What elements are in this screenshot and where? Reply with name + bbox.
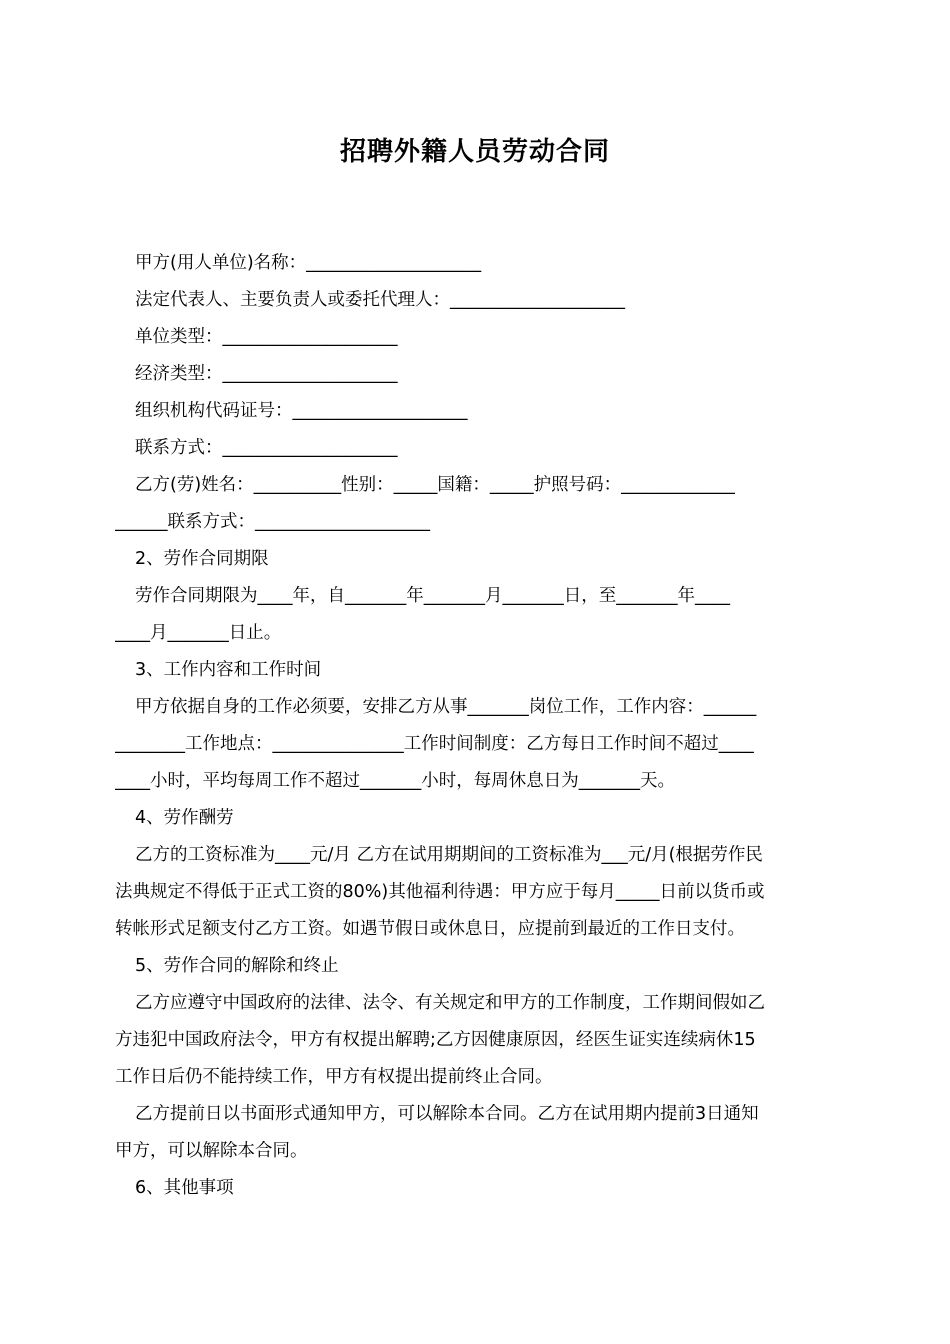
- paragraph-line: 乙方应遵守中国政府的法律、法令、有关规定和甲方的工作制度，工作期间假如乙: [135, 993, 765, 1013]
- paragraph-line: ____小时，平均每周工作不超过_______小时，每周休息日为_______天。: [115, 771, 675, 791]
- economic-type-line: 经济类型：____________________: [135, 364, 398, 384]
- paragraph-line: 工作日后仍不能持续工作，甲方有权提出提前终止合同。: [115, 1067, 553, 1087]
- section-heading: 2、劳作合同期限: [135, 549, 269, 569]
- paragraph-line: 甲方依据自身的工作必须要，安排乙方从事_______岗位工作，工作内容：______: [135, 697, 757, 717]
- section-heading: 6、其他事项: [135, 1178, 234, 1198]
- paragraph-line: 甲方，可以解除本合同。: [115, 1141, 308, 1161]
- paragraph-line: 法典规定不得低于正式工资的80%)其他福利待遇：甲方应于每月_____日前以货币或: [115, 882, 765, 902]
- document-body: [115, 245, 837, 1207]
- paragraph-line: ________工作地点：_______________工作时间制度：乙方每日工作时间不超过____: [115, 734, 754, 754]
- section-heading: 5、劳作合同的解除和终止: [135, 956, 339, 976]
- paragraph-line: 转帐形式足额支付乙方工资。如遇节假日或休息日，应提前到最近的工作日支付。: [115, 919, 745, 939]
- legal-representative-line: 法定代表人、主要负责人或委托代理人：____________________: [135, 290, 625, 310]
- party-b-info-line: 乙方(劳)姓名：__________性别：_____国籍：_____护照号码：_____________: [135, 475, 735, 495]
- paragraph-line: 方违犯中国政府法令，甲方有权提出解聘;乙方因健康原因，经医生证实连续病休15: [115, 1030, 756, 1050]
- paragraph-line: 乙方提前日以书面形式通知甲方，可以解除本合同。乙方在试用期内提前3日通知: [135, 1104, 759, 1124]
- unit-type-line: 单位类型：____________________: [135, 327, 398, 347]
- paragraph-line: ____月_______日止。: [115, 623, 282, 643]
- section-heading: 4、劳作酬劳: [135, 808, 234, 828]
- party-a-name-line: 甲方(用人单位)名称：____________________: [135, 253, 482, 273]
- section-heading: 3、工作内容和工作时间: [135, 660, 322, 680]
- paragraph-line: 乙方的工资标准为____元/月 乙方在试用期期间的工资标准为___元/月(根据劳作民: [135, 845, 763, 865]
- document-title: 招聘外籍人员劳动合同: [339, 137, 610, 167]
- org-code-line: 组织机构代码证号：____________________: [135, 401, 468, 421]
- party-a-contact-line: 联系方式：____________________: [135, 438, 398, 458]
- paragraph-line: 劳作合同期限为____年，自_______年_______月_______日，至_______年____: [135, 586, 730, 606]
- party-b-contact-line: ______联系方式：____________________: [115, 512, 430, 532]
